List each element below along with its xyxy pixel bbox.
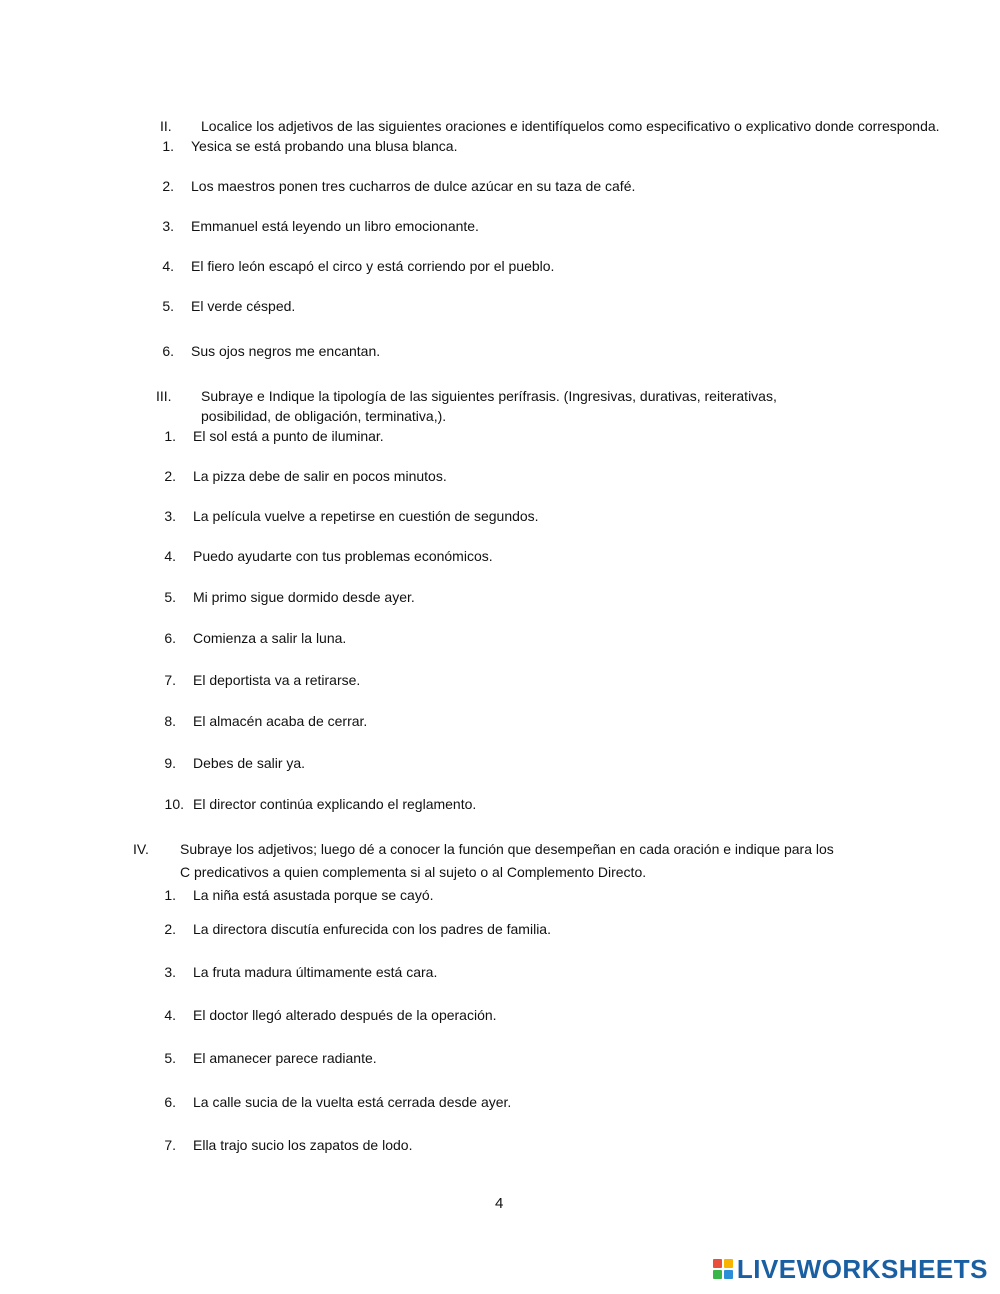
section-iii-item-2-number: 2. — [164, 468, 176, 484]
section-iv-item-7-text: Ella trajo sucio los zapatos de lodo. — [193, 1137, 413, 1153]
section-iii-item-5-text: Mi primo sigue dormido desde ayer. — [193, 589, 415, 605]
liveworksheets-logo-text: LIVEWORKSHEETS — [736, 1254, 988, 1284]
section-iii-numeral: III. — [156, 388, 172, 404]
logo-square-yellow — [724, 1259, 733, 1268]
section-ii-item-6-text: Sus ojos negros me encantan. — [191, 343, 381, 359]
section-ii-numeral: II. — [160, 118, 172, 134]
section-iii-item-5-number: 5. — [164, 589, 176, 605]
section-ii-item-1-text: Yesica se está probando una blusa blanca. — [191, 138, 458, 154]
section-iv-item-1-text: La niña está asustada porque se cayó. — [193, 887, 434, 903]
section-iv-item-3-text: La fruta madura últimamente está cara. — [193, 964, 438, 980]
logo-square-blue — [724, 1270, 733, 1279]
section-ii-item-2-text: Los maestros ponen tres cucharros de dulce azúcar en su taza de café. — [191, 178, 636, 194]
section-iv-instruction-line-1: Subraye los adjetivos; luego dé a conocer la función que desempeñan en cada oración e indique para los — [180, 841, 834, 857]
section-iv-instruction-line-2: C predicativos a quien complementa si al sujeto o al Complemento Directo. — [180, 864, 647, 880]
section-iii-item-7-number: 7. — [164, 672, 176, 688]
section-iii-item-6-text: Comienza a salir la luna. — [193, 630, 347, 646]
section-ii-item-3-number: 3. — [162, 218, 174, 234]
section-iii-item-8-number: 8. — [164, 713, 176, 729]
section-iii-item-8-text: El almacén acaba de cerrar. — [193, 713, 368, 729]
section-iii-item-2-text: La pizza debe de salir en pocos minutos. — [193, 468, 447, 484]
section-iii-item-3-number: 3. — [164, 508, 176, 524]
section-iii-item-10-number: 10. — [164, 796, 184, 812]
section-iv-item-5-number: 5. — [164, 1050, 176, 1066]
section-iii-instruction-line-1: Subraye e Indique la tipología de las siguientes perífrasis. (Ingresivas, durativas, reiterativas, — [201, 388, 777, 404]
liveworksheets-logo-icon — [713, 1259, 733, 1279]
section-iii-item-6-number: 6. — [164, 630, 176, 646]
section-iv-item-2-number: 2. — [164, 921, 176, 937]
section-iv-numeral: IV. — [133, 841, 149, 857]
logo-square-green — [713, 1270, 722, 1279]
section-iii-item-4-number: 4. — [164, 548, 176, 564]
section-iv-item-2-text: La directora discutía enfurecida con los padres de familia. — [193, 921, 551, 937]
section-iii-item-9-number: 9. — [164, 755, 176, 771]
section-iii-item-1-text: El sol está a punto de iluminar. — [193, 428, 384, 444]
section-iii-item-3-text: La película vuelve a repetirse en cuestión de segundos. — [193, 508, 539, 524]
section-iii-item-1-number: 1. — [164, 428, 176, 444]
section-iii-item-4-text: Puedo ayudarte con tus problemas económicos. — [193, 548, 493, 564]
section-iii-item-7-text: El deportista va a retirarse. — [193, 672, 361, 688]
section-iii-item-10-text: El director continúa explicando el reglamento. — [193, 796, 477, 812]
section-ii-item-3-text: Emmanuel está leyendo un libro emocionante. — [191, 218, 479, 234]
section-ii-item-1-number: 1. — [162, 138, 174, 154]
section-iv-item-6-number: 6. — [164, 1094, 176, 1110]
section-iii-item-9-text: Debes de salir ya. — [193, 755, 306, 771]
section-iv-item-1-number: 1. — [164, 887, 176, 903]
section-ii-item-4-number: 4. — [162, 258, 174, 274]
logo-square-red — [713, 1259, 722, 1268]
liveworksheets-logo[interactable] — [713, 1254, 988, 1284]
section-iii-instruction-line-2: posibilidad, de obligación, terminativa,). — [201, 408, 447, 424]
section-ii-item-4-text: El fiero león escapó el circo y está corriendo por el pueblo. — [191, 258, 555, 274]
section-iv-item-6-text: La calle sucia de la vuelta está cerrada desde ayer. — [193, 1094, 512, 1110]
section-ii-item-6-number: 6. — [162, 343, 174, 359]
section-iv-item-4-text: El doctor llegó alterado después de la operación. — [193, 1007, 497, 1023]
section-iv-item-5-text: El amanecer parece radiante. — [193, 1050, 377, 1066]
section-iv-item-3-number: 3. — [164, 964, 176, 980]
section-ii-item-5-number: 5. — [162, 298, 174, 314]
section-iv-item-4-number: 4. — [164, 1007, 176, 1023]
page-number: 4 — [495, 1195, 504, 1212]
section-ii-item-2-number: 2. — [162, 178, 174, 194]
section-ii-item-5-text: El verde césped. — [191, 298, 296, 314]
section-ii-instruction: Localice los adjetivos de las siguientes oraciones e identifíquelos como especificativo o explicativo donde corresponda. — [201, 118, 940, 134]
section-iv-item-7-number: 7. — [164, 1137, 176, 1153]
